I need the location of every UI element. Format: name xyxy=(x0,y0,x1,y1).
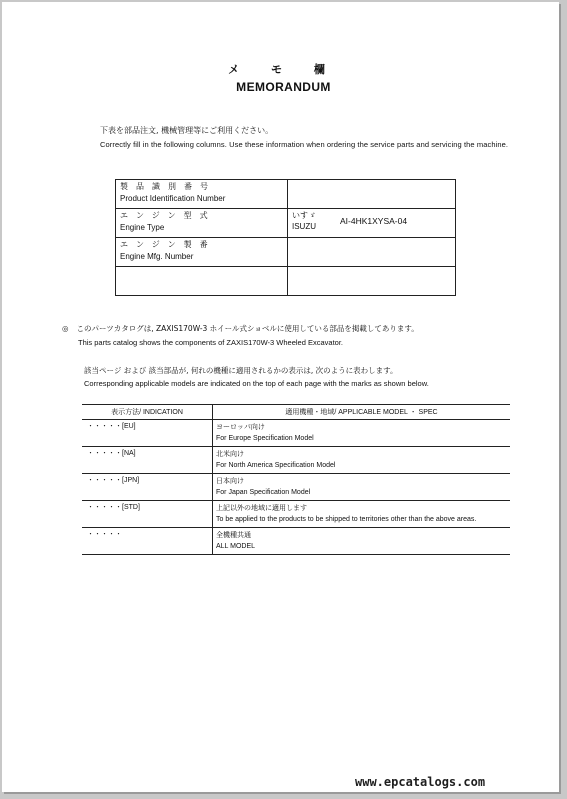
engine-maker-en: ISUZU xyxy=(292,222,316,231)
engine-type-label xyxy=(116,209,288,238)
spec-cell xyxy=(213,420,511,447)
indication-mark: ・・・・・[STD] xyxy=(82,501,213,528)
note-text-en: This parts catalog shows the components of ZAXIS170W-3 Wheeled Excavator. xyxy=(78,338,343,347)
applicability-text-jp: 該当ページ および 該当部品が, 何れの機種に適用されるかの表示は, 次のように表わします。 xyxy=(84,366,398,375)
spec-jp: 上記以外の地域に適用します xyxy=(216,504,307,512)
spec-jp: 北米向け xyxy=(216,450,244,458)
spec-jp: ヨーロッパ向け xyxy=(216,423,265,431)
spec-en: For Japan Specification Model xyxy=(216,489,311,496)
table-row xyxy=(82,474,510,501)
product-id-label xyxy=(116,180,288,209)
table-row xyxy=(116,267,456,296)
indication-mark: ・・・・・[NA] xyxy=(82,447,213,474)
spec-cell xyxy=(213,528,511,555)
label-en: Engine Type xyxy=(120,223,165,232)
table-row xyxy=(82,447,510,474)
table-row xyxy=(82,528,510,555)
applicability-text-en: Corresponding applicable models are indicated on the top of each page with the marks as shown below. xyxy=(84,379,429,388)
engine-type-value xyxy=(288,209,456,238)
table-row xyxy=(82,501,510,528)
engine-mfg-label xyxy=(116,238,288,267)
spec-header: 適用機種・地域/ APPLICABLE MODEL ・ SPEC xyxy=(213,405,511,420)
table-row xyxy=(82,420,510,447)
note-text-jp: このパーツカタログは, ZAXIS170W-3 ホイール式ショベルに使用している部品を掲載してあります。 xyxy=(76,324,419,333)
indication-header: 表示方法/ INDICATION xyxy=(82,405,213,420)
memorandum-title: MEMORANDUM xyxy=(236,80,331,94)
label-jp: エンジン型式 xyxy=(120,211,216,220)
label-jp: エンジン製番 xyxy=(120,240,216,249)
catalog-note xyxy=(62,322,419,350)
table-row xyxy=(116,238,456,267)
double-circle-icon: ◎ xyxy=(62,324,69,333)
spec-en: For North America Specification Model xyxy=(216,462,336,469)
spec-jp: 全機種共通 xyxy=(216,531,251,539)
table-row xyxy=(116,209,456,238)
label-en: Engine Mfg. Number xyxy=(120,252,194,261)
label-jp: 製品識別番号 xyxy=(120,182,216,191)
indication-table xyxy=(82,404,510,555)
memo-title-jp: メ モ 欄 xyxy=(228,63,339,76)
spec-en: For Europe Specification Model xyxy=(216,435,314,442)
spec-jp: 日本向け xyxy=(216,477,244,485)
table-header-row xyxy=(82,405,510,420)
spec-en: ALL MODEL xyxy=(216,543,256,550)
spec-en: To be applied to the products to be shipped to territories other than the above areas. xyxy=(216,516,477,523)
intro-text-en: Correctly fill in the following columns. Use these information when ordering the service parts and servicing the machine. xyxy=(100,140,509,149)
indication-mark: ・・・・・ xyxy=(82,528,213,555)
engine-model: AI-4HK1XYSA-04 xyxy=(340,216,408,226)
spec-cell xyxy=(213,501,511,528)
blank-cell[interactable] xyxy=(288,267,456,296)
identification-table xyxy=(115,179,456,296)
spec-cell xyxy=(213,447,511,474)
product-id-value[interactable] xyxy=(288,180,456,209)
spec-cell xyxy=(213,474,511,501)
applicability-note xyxy=(84,364,429,390)
indication-mark: ・・・・・[EU] xyxy=(82,420,213,447)
table-row xyxy=(116,180,456,209)
label-en: Product Identification Number xyxy=(120,194,226,203)
engine-maker-jp: いすゞ xyxy=(292,211,316,220)
document-page xyxy=(2,2,559,792)
watermark-url: www.epcatalogs.com xyxy=(355,775,486,789)
indication-mark: ・・・・・[JPN] xyxy=(82,474,213,501)
intro-text-jp: 下表を部品注文, 機械管理等にご利用ください。 xyxy=(100,126,274,135)
engine-mfg-value[interactable] xyxy=(288,238,456,267)
blank-cell[interactable] xyxy=(116,267,288,296)
